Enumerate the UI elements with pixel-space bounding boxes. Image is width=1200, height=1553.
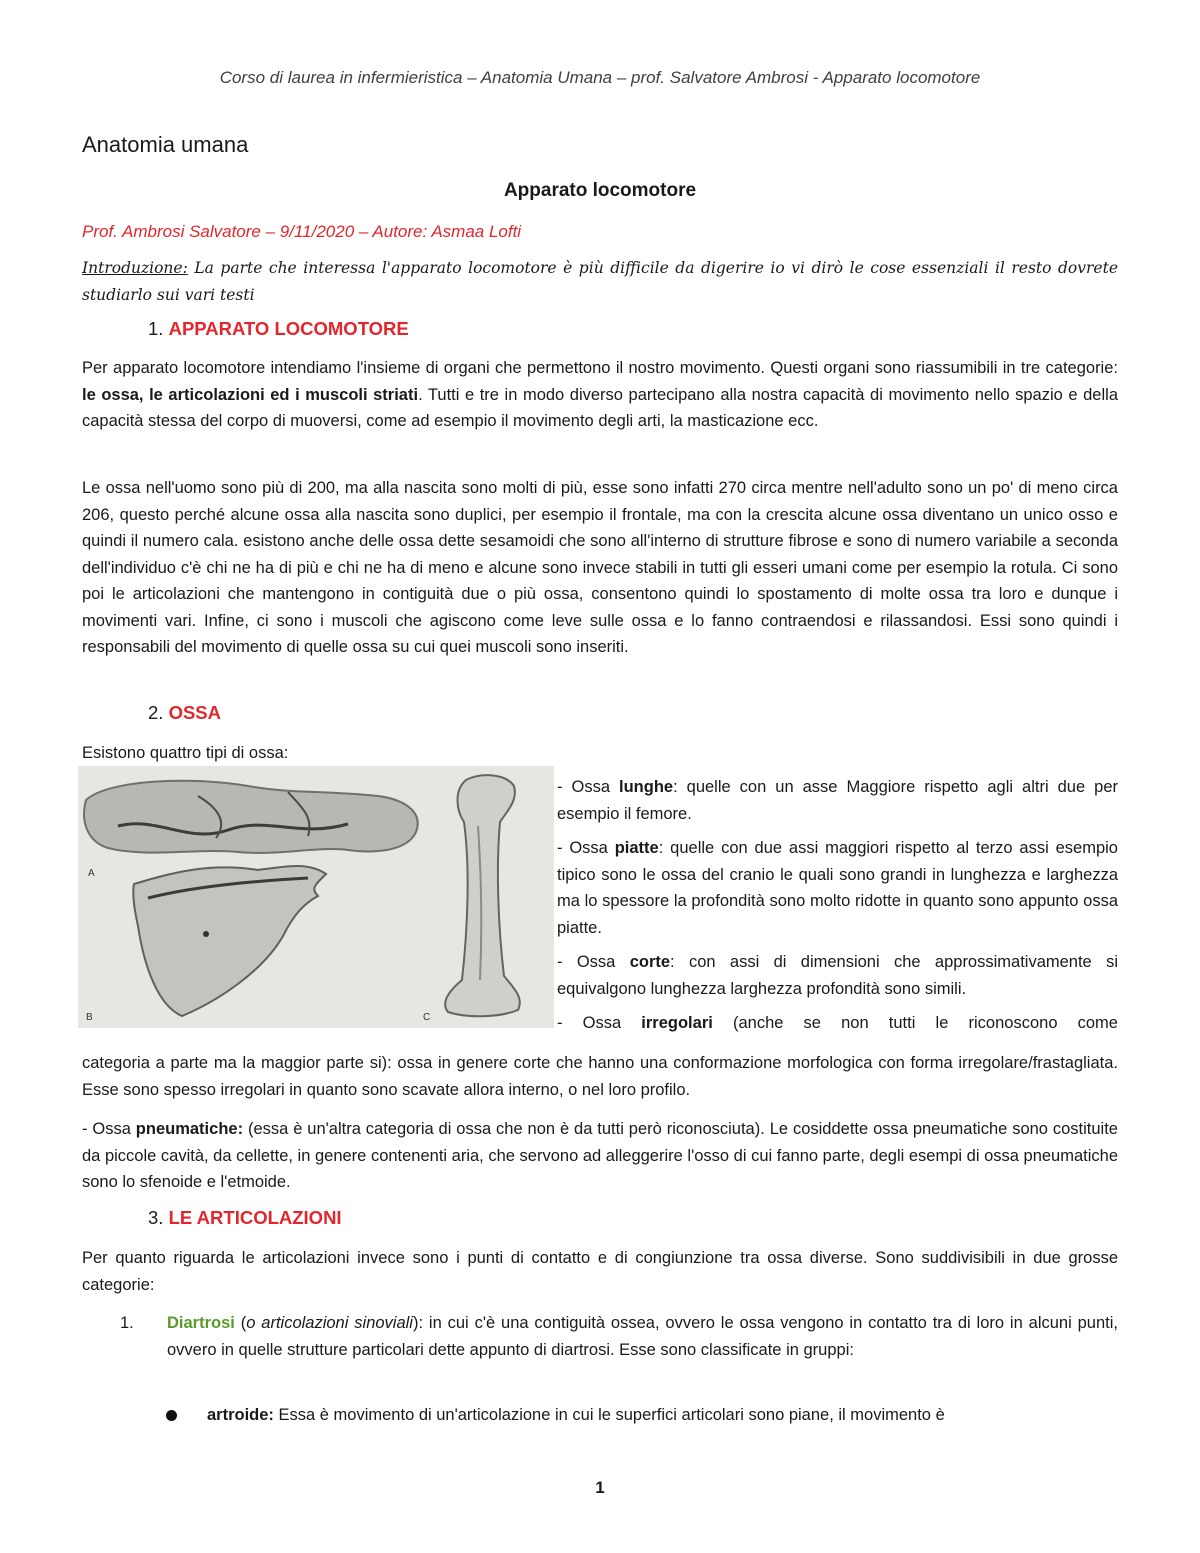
figure-label-b: B [86,1012,93,1023]
paragraph-text: Essa è movimento di un'articolazione in cui le superfici articolari sono piane, il movimento è [273,1406,945,1424]
byline: Prof. Ambrosi Salvatore – 9/11/2020 – Autore: Asmaa Lofti [82,222,522,241]
bone-type-prefix: - Ossa [557,1014,642,1032]
bone-type-term: piatte [614,839,659,857]
paragraph-articolazioni-intro: Per quanto riguarda le articolazioni invece sono i punti di contatto e di congiunzione tra ossa diverse. Sono suddivisibili in due grosse categorie: [82,1249,1118,1294]
bone-type-description: : quelle con due assi maggiori rispetto al terzo assi esempio tipico sono le ossa del cranio le quali sono grandi in lunghezza e larghezza ma lo spessore la profondità sono molto ridotte in quanto sono appunto ossa piatte. [557,839,1118,937]
introduction-label: Introduzione: [82,259,188,277]
paragraph-ossa-pneumatiche [82,1116,1118,1196]
document-title: Anatomia umana [82,132,249,157]
bullet-body [207,1402,1118,1429]
paragraph-text: ( [234,1314,247,1332]
figure-label-c: C [423,1012,431,1023]
running-header: Corso di laurea in infermieristica – Anatomia Umana – prof. Salvatore Ambrosi - Apparato locomotore [219,68,981,87]
figure-label-a: A [88,868,95,879]
heading-number: 1. [148,318,169,339]
term-diartrosi: Diartrosi [167,1314,235,1332]
bone-type-prefix: - Ossa [557,839,615,857]
bones-illustration [78,766,554,1028]
heading-ossa [148,702,221,724]
heading-number: 3. [148,1207,169,1228]
introduction [82,255,1118,309]
bone-type-lunghe [557,774,1118,827]
bone-type-term: irregolari [641,1014,713,1032]
list-item-body [167,1310,1118,1363]
bone-type-irregolari [557,1010,1118,1037]
bone-type-description: : con assi di dimensioni che approssimativamente si equivalgono lunghezza larghezza profondità sono simili. [557,953,1118,998]
bone-type-piatte [557,835,1118,941]
paragraph-text: - Ossa [82,1120,136,1138]
heading-number: 2. [148,702,169,723]
heading-articolazioni [148,1207,342,1229]
paragraph-text: ): in cui c'è una contiguità ossea, ovvero le ossa vengono in contatto tra di loro in alcuni punti, ovvero in quelle strutture particolari dette appunto di diartrosi. Esse sono classificate in gruppi: [167,1314,1118,1359]
bone-type-description: : quelle con un asse Maggiore rispetto agli altri due per esempio il femore. [557,778,1118,823]
page-number: 1 [595,1478,605,1497]
list-number: 1. [120,1314,134,1332]
bone-type-description: (anche se non tutti le riconoscono come [712,1014,1118,1032]
bullet-icon [166,1410,177,1421]
italic-text: o articolazioni sinoviali [246,1314,413,1332]
term-artroide: artroide: [207,1406,274,1424]
bone-type-corte [557,949,1118,1002]
list-item-diartrosi [120,1310,1118,1363]
paragraph-apparato-definition [82,355,1118,435]
bullet-item-artroide [166,1402,1118,1429]
paragraph-text: . Tutti e tre in modo diverso partecipano alla nostra capacità di movimento nello spazio e della capacità stessa del corpo di muoversi, come ad esempio il movimento degli arti, la masticazione ecc. [82,385,1118,430]
heading-text: OSSA [168,702,222,723]
paragraph-tipi-ossa: Esistono quattro tipi di ossa: [82,744,289,762]
paragraph-irregolari-continued: categoria a parte ma la maggior parte si): ossa in genere corte che hanno una conformazione morfologica con forma irregolare/frastagliata. Esse sono spesso irregolari in quanto sono scavate allora interno, o nel loro profilo. [82,1054,1118,1099]
paragraph-text: (essa è un'altra categoria di ossa che non è da tutti però riconosciuta). Le cosiddette ossa pneumatiche sono costituite da piccole cavità, da cellette, in genere contenenti aria, che servono ad alleggerire l'osso di cui fanno parte, degli esempi di ossa pneumatiche sono lo sfenoide e l'etmoide. [82,1120,1118,1191]
paragraph-ossa-numero: Le ossa nell'uomo sono più di 200, ma alla nascita sono molti di più, esse sono infatti 270 circa mentre nell'adulto sono un po' di meno circa 206, questo perché alcune ossa alla nascita sono duplici, per esempio il frontale, ma con la crescita alcune ossa diventano un unico osso e quindi il numero cala. esistono anche delle ossa dette sesamoidi che sono all'interno di strutture fibrose e sono di numero variabile a seconda dell'individuo c'è chi ne ha di più e chi ne ha di meno e alcune sono invece stabili in tutti gli esseri umani come per esempio la rotula. Ci sono poi le articolazioni che mantengono in contiguità due o più ossa, consentono quindi lo spostamento di molte ossa tra loro e dunque i movimenti vari. Infine, ci sono i muscoli che agiscono come leve sulle ossa e lo fanno contraendosi e rilassandosi. Essi sono quindi i responsabili del movimento di quelle ossa su cui quei muscoli sono inseriti. [82,479,1118,656]
heading-text: LE ARTICOLAZIONI [168,1207,342,1228]
heading-text: APPARATO LOCOMOTORE [168,318,409,339]
introduction-text: La parte che interessa l'apparato locomotore è più difficile da digerire io vi dirò le cose essenziali il resto dovrete studiarlo sui vari testi [82,259,1118,304]
section-title: Apparato locomotore [503,180,697,201]
bone-type-prefix: - Ossa [557,953,630,971]
bones-figure [78,766,554,1028]
bone-type-term: lunghe [619,778,674,796]
bone-type-prefix: - Ossa [557,778,619,796]
bold-text: le ossa, le articolazioni ed i muscoli striati [82,385,419,404]
heading-apparato-locomotore [148,318,409,340]
bone-type-term: corte [629,953,671,971]
bone-types-list [557,774,1118,1045]
paragraph-text: Per apparato locomotore intendiamo l'insieme di organi che permettono il nostro movimento. Questi organi sono riassumibili in tre categorie: [82,359,1118,377]
bold-text: pneumatiche: [135,1120,244,1138]
